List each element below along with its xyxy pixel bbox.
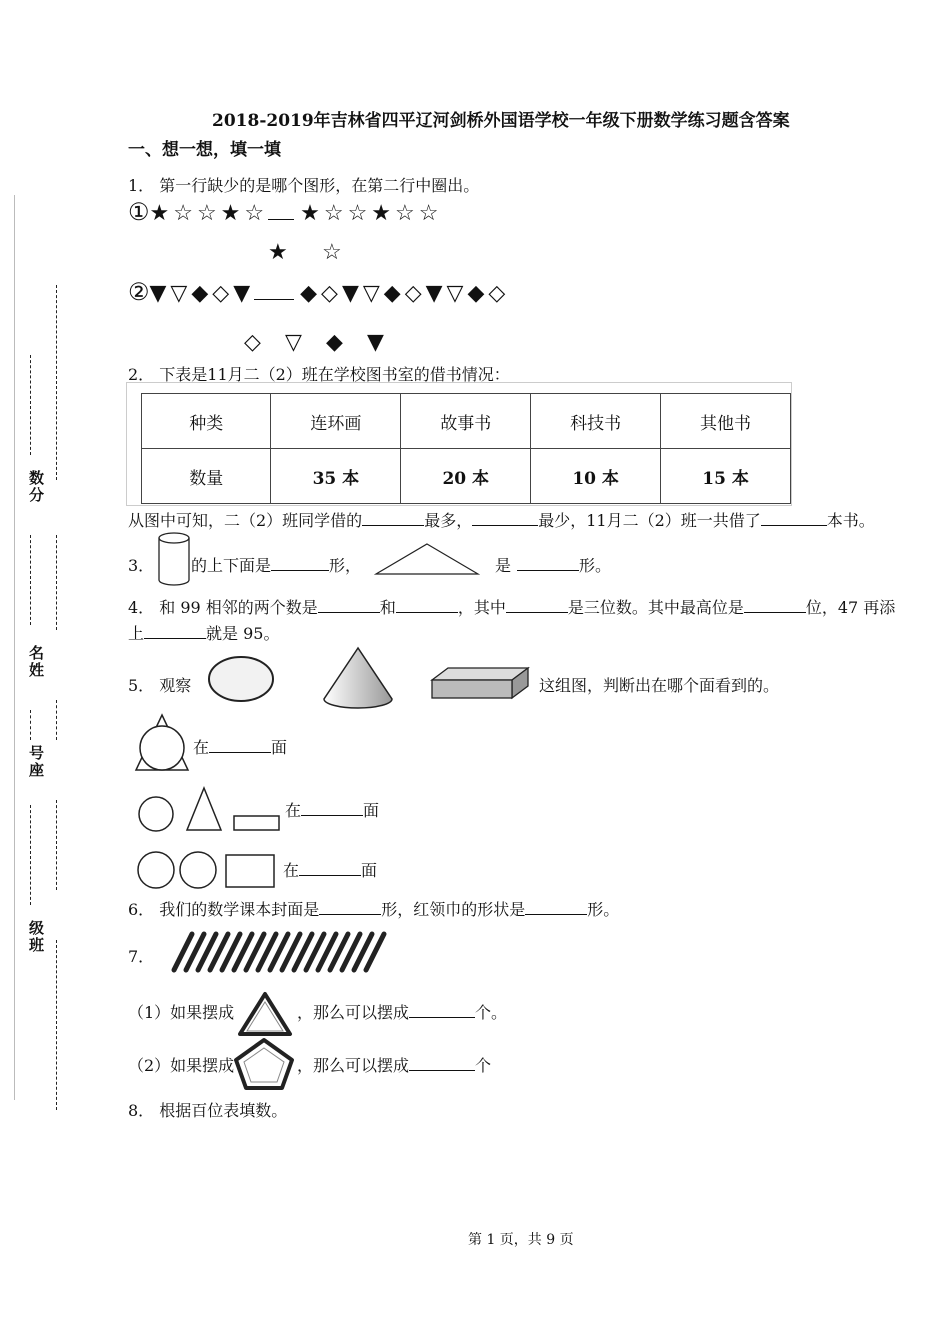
q2-blank-least[interactable]	[472, 511, 538, 526]
table-header-cell: 其他书	[661, 394, 791, 449]
side-view-shapes-image	[134, 848, 279, 892]
q1-row1	[128, 198, 442, 226]
q4-text-b: 和	[379, 598, 396, 617]
binding-dashes	[56, 700, 67, 740]
stick-pentagon-image	[232, 1036, 296, 1092]
q2-table	[141, 393, 791, 504]
q5-mian-1: 面	[271, 738, 288, 757]
table-header-cell: 种类	[142, 394, 271, 449]
q1-row2-blank[interactable]	[254, 285, 294, 300]
q4-blank-5[interactable]	[144, 624, 206, 639]
q1-row2	[128, 278, 509, 306]
q4-blank-2[interactable]	[396, 598, 458, 613]
q3-blank-2[interactable]	[517, 556, 579, 571]
q4-text-c: ，其中	[457, 598, 506, 617]
q6-blank-1[interactable]	[319, 900, 381, 915]
q1-prompt: 1． 第一行缺少的是哪个图形，在第二行中圈出。	[128, 176, 480, 195]
table-header-cell: 故事书	[401, 394, 531, 449]
q7-sub2-a: （2）如果摆成	[128, 1056, 235, 1075]
table-cell: 20 本	[401, 449, 531, 504]
q3-text-b: 形，	[329, 556, 362, 575]
q2-text-a: 从图中可知，二（2）班同学借的	[128, 511, 363, 530]
q5-blank-2[interactable]	[301, 801, 363, 816]
top-view-ellipse-image	[206, 654, 276, 704]
q7-sub1-b: ，那么可以摆成	[297, 1003, 410, 1022]
q3-blank-1[interactable]	[271, 556, 329, 571]
sidebar-label-class: 级班	[27, 920, 45, 954]
triangle-image	[374, 542, 480, 576]
table-row	[142, 449, 791, 504]
table-cell: 数量	[142, 449, 271, 504]
q5-view-2	[285, 798, 379, 821]
q2-blank-total[interactable]	[761, 511, 827, 526]
q5-blank-3[interactable]	[299, 861, 361, 876]
q2-text-d: 本书。	[826, 511, 875, 530]
q1-choice-black-diamond[interactable]: ◆	[326, 330, 347, 355]
q2-prompt: 2． 下表是11月二（2）班在学校图书室的借书情况：	[128, 365, 510, 384]
cuboid-image	[428, 664, 532, 702]
q1-row2-sequence-b: ◆◇▼▽◆◇▼▽◆◇	[300, 281, 510, 306]
q5-view-3	[283, 858, 377, 881]
q8-prompt: 8． 根据百位表填数。	[128, 1101, 288, 1120]
q6-text-c: 形。	[587, 900, 620, 919]
q7-sub2-text	[297, 1053, 491, 1076]
q4-text-d: 是三位数。其中最高位是	[567, 598, 744, 617]
sidebar-label-seat: 号座	[27, 745, 45, 779]
q4-line2	[128, 621, 279, 644]
q5-zai-3: 在	[283, 861, 300, 880]
q7-sub2-c: 个	[475, 1056, 492, 1075]
table-cell: 15 本	[661, 449, 791, 504]
q1-row1-blank[interactable]	[268, 205, 294, 220]
q3-text-2	[495, 553, 611, 576]
binding-dashes	[56, 285, 67, 480]
q3-number: 3．	[128, 556, 155, 575]
q5-mian-3: 面	[361, 861, 378, 880]
page-title: 2018-2019年吉林省四平辽河剑桥外国语学校一年级下册数学练习题含答案	[212, 111, 790, 131]
q6-blank-2[interactable]	[525, 900, 587, 915]
binding-dashes	[30, 710, 41, 740]
q7-sub1-a: （1）如果摆成	[128, 1003, 235, 1022]
cylinder-image	[156, 530, 192, 588]
q1-choice-white-star[interactable]: ☆	[322, 240, 346, 265]
table-header-cell: 科技书	[531, 394, 661, 449]
section-heading: 一、想一想，填一填	[128, 140, 281, 160]
q4-blank-1[interactable]	[318, 598, 380, 613]
table-cell: 10 本	[531, 449, 661, 504]
q4-text-e: 位，47 再添	[805, 598, 896, 617]
q1-choice-white-diamond[interactable]: ◇	[244, 330, 265, 355]
q2-table-frame	[126, 382, 792, 506]
q4-text-f: 上	[128, 624, 145, 643]
sidebar-label-name: 名姓	[27, 645, 45, 679]
q1-choice-black-triangle[interactable]: ▼	[367, 330, 388, 355]
circle-on-triangle-image	[134, 712, 190, 774]
q2-blank-most[interactable]	[362, 511, 424, 526]
q4-blank-3[interactable]	[506, 598, 568, 613]
binding-dashes	[56, 800, 67, 890]
stick-triangle-image	[236, 990, 294, 1038]
q3-text-a: 的上下面是	[191, 556, 272, 575]
q4-text-a: 4． 和 99 相邻的两个数是	[128, 598, 318, 617]
cone-image	[318, 645, 398, 711]
q6-text-a: 6． 我们的数学课本封面是	[128, 900, 320, 919]
q5-zai-1: 在	[193, 738, 210, 757]
q1-choice-black-star[interactable]: ★	[268, 240, 292, 265]
binding-dashes	[56, 940, 67, 1110]
binding-dashes	[30, 535, 41, 625]
q7-blank-1[interactable]	[409, 1003, 475, 1018]
q1-row1-sequence-b: ★☆☆★☆☆	[300, 201, 443, 226]
binding-dashes	[30, 805, 41, 905]
q1-row1-number: ①	[128, 198, 150, 226]
table-header-cell: 连环画	[271, 394, 401, 449]
q7-sub1-text	[297, 1000, 507, 1023]
q1-choice-white-triangle[interactable]: ▽	[285, 330, 306, 355]
q1-row1-sequence-a: ★☆☆★☆	[149, 201, 269, 226]
q5-zai-2: 在	[285, 801, 302, 820]
binding-margin-line	[14, 195, 15, 1100]
q7-number: 7．	[128, 947, 155, 966]
sidebar-label-score: 数分	[27, 470, 45, 504]
q5-prompt-a: 5． 观察	[128, 676, 192, 695]
q4-blank-4[interactable]	[744, 598, 806, 613]
q4-line1	[128, 595, 895, 618]
q6-text	[128, 897, 619, 920]
q5-view-1	[193, 735, 287, 758]
table-cell: 35 本	[271, 449, 401, 504]
q4-text-g: 就是 95。	[206, 624, 280, 643]
q3-text	[191, 553, 361, 576]
q7-sub1-c: 个。	[475, 1003, 508, 1022]
table-row	[142, 394, 791, 449]
q6-text-b: 形，红领巾的形状是	[381, 900, 526, 919]
page-footer: 第 1 页，共 9 页	[468, 1232, 574, 1248]
q1-row2-number: ②	[128, 278, 150, 306]
front-view-shapes-image	[134, 784, 284, 836]
q2-text-c: 最少，11月二（2）班一共借了	[538, 511, 761, 530]
q1-row2-sequence-a: ▼▽◆◇▼	[149, 281, 255, 306]
binding-dashes	[56, 535, 67, 630]
q7-sub2-b: ，那么可以摆成	[297, 1056, 410, 1075]
q2-text-b: 最多，	[424, 511, 473, 530]
q3-text-d: 形。	[579, 556, 612, 575]
q3-text-c: 是	[495, 556, 512, 575]
q5-blank-1[interactable]	[209, 738, 271, 753]
q2-question	[128, 508, 875, 531]
q5-mian-2: 面	[363, 801, 380, 820]
q7-blank-2[interactable]	[409, 1056, 475, 1071]
sticks-image	[168, 926, 400, 976]
binding-dashes	[30, 355, 41, 455]
q5-prompt-b: 这组图，判断出在哪个面看到的。	[539, 676, 780, 695]
